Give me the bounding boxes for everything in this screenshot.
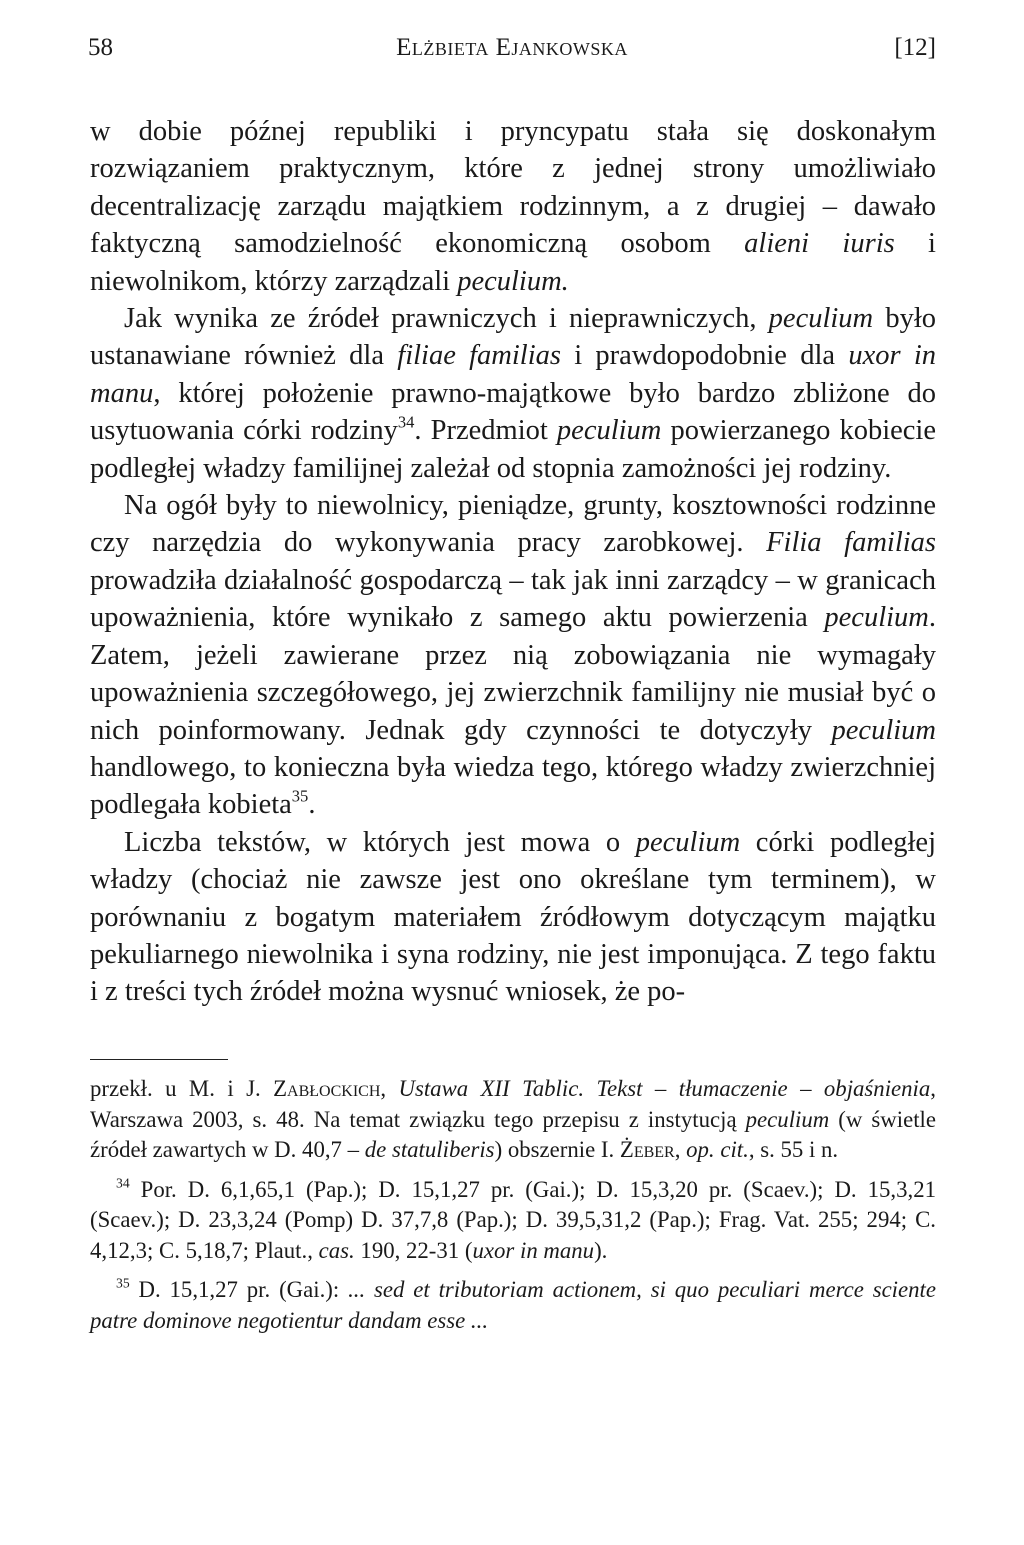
text-run: Na ogół były to niewolnicy, pieniądze, grunty, kosztowności rodzinne czy narzędzia do wykonywania pracy zarobkowej. bbox=[90, 490, 936, 559]
paragraph-3 bbox=[90, 487, 936, 824]
italic-term: peculium bbox=[745, 1106, 830, 1132]
text-run: przekł. u M. i J. bbox=[90, 1076, 274, 1101]
text-run: , Warszawa 2003, s. 48. Na temat związku tego przepisu z instytucją bbox=[90, 1076, 936, 1132]
text-run: i prawdopodobnie dla bbox=[560, 340, 849, 372]
text-run: D. 15,1,27 pr. (Gai.): bbox=[129, 1277, 349, 1302]
text-run: prowadziła działalność gospodarczą – tak jak inni zarządcy – w granicach upoważnienia, które wynikało z samego aktu powierzenia bbox=[90, 564, 936, 634]
text-run: w dobie późnej republiki i pryncypatu stała się doskonałym rozwiązaniem praktycznym, które z jednej strony umożliwiało decentralizację zarządu majątkiem rodzinnym, a z drugiej – dawało faktyczną samodzielność ekonomiczną osobom bbox=[90, 116, 936, 260]
section-reference: [12] bbox=[894, 34, 936, 61]
text-run: , której położenie prawno-majątkowe było bardzo zbliżone do usytuowania córki rodziny bbox=[90, 377, 936, 447]
italic-term: peculium. bbox=[457, 265, 569, 297]
italic-quote: ... sed et tributoriam actionem, si quo peculiari merce sciente patre dominove negotientur dandam esse ... bbox=[90, 1277, 936, 1333]
footnotes bbox=[90, 1074, 936, 1336]
italic-term: uxor in manu bbox=[472, 1237, 595, 1263]
author-name: Zabłockich bbox=[273, 1076, 381, 1101]
paragraph-4 bbox=[90, 824, 936, 1011]
italic-term: peculium bbox=[635, 826, 741, 858]
text-run: . Przedmiot bbox=[414, 415, 557, 447]
text-run: powierzanego kobiecie podległej władzy familijnej zależał od stopnia zamożności jej rodziny. bbox=[90, 415, 936, 484]
footnote-continuation bbox=[90, 1074, 936, 1166]
italic-term: peculium bbox=[824, 602, 929, 634]
author-name: Żeber bbox=[619, 1137, 675, 1162]
footnote-number: 34 bbox=[116, 1174, 130, 1190]
text-run: Liczba tekstów, w których jest mowa o bbox=[124, 826, 636, 858]
footnote-separator bbox=[90, 1059, 228, 1060]
paragraph-2 bbox=[90, 300, 936, 487]
text-run: Por. D. 6,1,65,1 (Pap.); D. 15,1,27 pr. (Gai.); D. 15,3,20 pr. (Scaev.); D. 15,3,21 (Scaev.); D. 23,3,24 (Pomp) D. 37,7,8 (Pap.); D. 39,5,31,2 (Pap.); Frag. Vat. 255; 294; C. 4,12,3; C. 5,18,7; Plaut., bbox=[90, 1176, 936, 1263]
text-run: . bbox=[308, 789, 316, 821]
text-run: (w świetle źródeł zawartych w D. 40,7 – bbox=[90, 1106, 937, 1162]
paragraph-1 bbox=[90, 113, 936, 300]
italic-term: peculium bbox=[831, 714, 936, 746]
running-head-author: Elżbieta Ejankowska bbox=[396, 34, 628, 61]
italic-term: peculium bbox=[556, 415, 662, 447]
text-run: , bbox=[674, 1137, 687, 1162]
page-number: 58 bbox=[88, 34, 113, 61]
text-run: , s. 55 i n. bbox=[748, 1137, 839, 1162]
text-run: i niewolnikom, którzy zarządzali bbox=[90, 228, 936, 297]
italic-term: alieni iuris bbox=[744, 228, 895, 260]
text-run: córki podległej władzy (chociaż nie zawsze jest ono określane tym terminem), w porównaniu z bogatym materiałem źródłowym dotyczącym majątku pekuliarnego niewolnika i syna rodziny, nie jest imponująca. Z tego faktu i z treści tych źródeł można wysnuć wniosek, że po- bbox=[90, 826, 936, 1008]
footnote-34 bbox=[90, 1175, 936, 1267]
text-run: Jak wynika ze źródeł prawniczych i nieprawniczych, bbox=[124, 303, 769, 335]
running-header bbox=[88, 34, 936, 70]
italic-term: de statuliberis bbox=[364, 1137, 495, 1162]
text-run: 190, 22-31 ( bbox=[354, 1237, 473, 1263]
text-run: . Zatem, jeżeli zawierane przez nią zobowiązania nie wymagały upoważnienia szczegółowego, jej zwierzchnik familijny nie musiał być o nich poinformowany. Jednak gdy czynności te dotyczyły bbox=[90, 602, 936, 746]
italic-title: Ustawa XII Tablic. Tekst – tłumaczenie – objaśnienia bbox=[398, 1076, 931, 1101]
footnote-ref-34[interactable]: 34 bbox=[397, 412, 415, 432]
text-run: ) obszernie I. bbox=[494, 1137, 620, 1162]
italic-term: peculium bbox=[768, 303, 874, 335]
italic-term: Filia familias bbox=[766, 527, 936, 559]
footnote-ref-35[interactable]: 35 bbox=[291, 786, 309, 806]
italic-term: op. cit. bbox=[686, 1137, 749, 1162]
text-run: , bbox=[380, 1076, 399, 1101]
main-text bbox=[90, 113, 936, 1011]
footnote-35 bbox=[90, 1275, 936, 1336]
italic-term: uxor in manu bbox=[90, 340, 937, 409]
text-run: handlowego, to konieczna była wiedza tego, którego władzy zwierzchniej podlegała kobieta bbox=[90, 751, 936, 821]
text-run: ). bbox=[594, 1237, 608, 1263]
text-run: było ustanawiane również dla bbox=[90, 303, 936, 372]
footnote-number: 35 bbox=[116, 1275, 130, 1291]
italic-term: filiae familias bbox=[397, 340, 561, 372]
italic-term: cas. bbox=[318, 1237, 355, 1263]
